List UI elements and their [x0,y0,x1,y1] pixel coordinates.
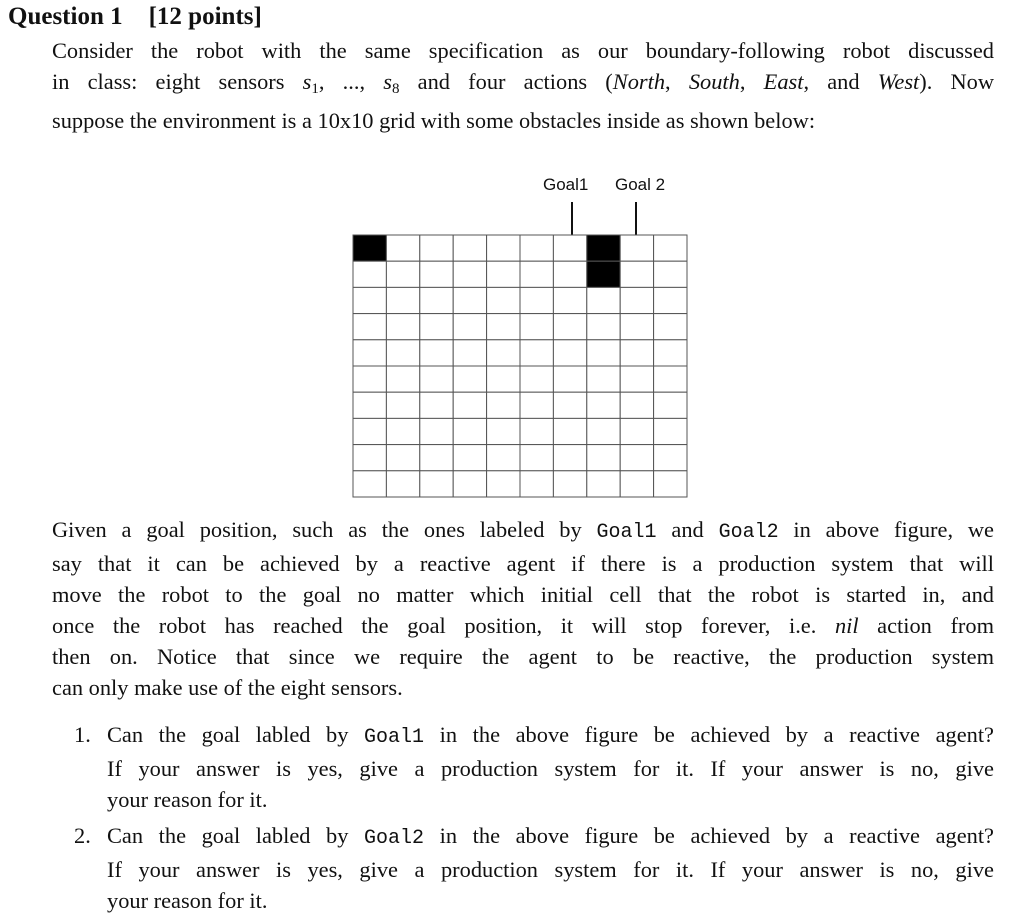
nil-term: nil [834,613,859,638]
grid-cell [520,314,553,340]
grid-cell [453,418,486,444]
goal2-code: Goal2 [718,521,779,544]
grid-cell [553,340,586,366]
grid-cell [553,418,586,444]
action-west: West [877,69,920,94]
grid-cell [520,287,553,313]
grid-cell [353,340,386,366]
action-south: South [688,69,740,94]
grid-cell [587,418,620,444]
question-title: Question 1 [8,3,123,30]
grid-cell [420,366,453,392]
body-line-1: Given a goal position, such as the ones labeled by Goal1 and Goal2 in above figure, we [52,517,994,544]
grid-cell [420,471,453,497]
grid-cell [386,235,419,261]
grid-cell [386,392,419,418]
grid-cell [520,445,553,471]
grid-cell [487,235,520,261]
grid-cell [487,261,520,287]
grid-cell [654,392,687,418]
grid-cell [620,445,653,471]
body-line-5: then on. Notice that since we require the agent to be reactive, the production system [52,644,994,669]
grid-cell [487,366,520,392]
grid-cell [453,471,486,497]
grid-cell [420,235,453,261]
grid-cell [620,366,653,392]
grid-cell [353,261,386,287]
grid-cell [587,366,620,392]
grid-cell [487,314,520,340]
grid-cell [520,471,553,497]
grid-cell [386,471,419,497]
grid-cell [654,340,687,366]
grid-cell [353,392,386,418]
grid-cell [453,287,486,313]
grid-cell [487,471,520,497]
grid-cell [587,340,620,366]
environment-grid [352,234,688,498]
grid-cell [553,235,586,261]
grid-cell [353,471,386,497]
goal1-label: Goal1 [543,175,589,194]
grid-cell [654,314,687,340]
grid-cell [654,235,687,261]
grid-cell [420,392,453,418]
intro-line-2: in class: eight sensors $s_1$, ..., $s_8$ and four actions (North, South, East, and West). Now [52,69,995,97]
grid-cell [453,392,486,418]
question-points: [12 points] [148,3,262,30]
grid-cell [487,340,520,366]
grid-cell [553,261,586,287]
grid-cell [587,287,620,313]
grid-cell [620,261,653,287]
body-line-4: once the robot has reached the goal position, it will stop forever, i.e. nil action from [52,613,994,638]
grid-cell [620,471,653,497]
grid-cell [654,261,687,287]
body-line-3: move the robot to the goal no matter which initial cell that the robot is started in, and [52,582,994,607]
grid-cell [386,340,419,366]
grid-cell [487,418,520,444]
grid-cell [553,445,586,471]
grid-cell [553,287,586,313]
grid-cell [420,340,453,366]
grid-cell [420,287,453,313]
grid-cell [453,340,486,366]
grid-cell [654,445,687,471]
grid-cell [553,392,586,418]
body-line-6: can only make use of the eight sensors. [52,675,403,700]
action-north: North [612,69,666,94]
grid-cell [453,261,486,287]
grid-cell [620,235,653,261]
question-number: 1. [74,722,91,747]
grid-cell [654,418,687,444]
grid-cell [353,287,386,313]
intro-line-3: suppose the environment is a 10x10 grid with some obstacles inside as shown below: [52,108,816,133]
grid-cell [620,340,653,366]
grid-cell [620,418,653,444]
grid-cell [520,392,553,418]
body-line-2: say that it can be achieved by a reactive agent if there is a production system that will [52,551,994,576]
grid-cell [386,445,419,471]
grid-cell [420,445,453,471]
grid-cell [453,445,486,471]
grid-cell [386,314,419,340]
grid-cell [420,261,453,287]
grid-cell [520,340,553,366]
grid-cell [420,314,453,340]
grid-cell [353,314,386,340]
grid-cell [587,314,620,340]
grid-cell [386,287,419,313]
grid-cell [654,471,687,497]
grid-cell [553,314,586,340]
goal2-label: Goal 2 [615,175,666,194]
grid-cell [386,366,419,392]
grid-cell [487,392,520,418]
grid-cell [520,235,553,261]
grid-cell [620,314,653,340]
grid-cell [587,445,620,471]
grid-cell [453,314,486,340]
grid-cell [520,366,553,392]
grid-cell [620,287,653,313]
grid-cell [620,392,653,418]
action-east: East [763,69,804,94]
question-number: 2. [74,823,91,848]
grid-cell [453,235,486,261]
intro-paragraph [52,35,994,136]
grid-cell [353,418,386,444]
grid-cell [386,261,419,287]
grid-cell [587,392,620,418]
obstacle-cell [353,235,386,261]
grid-cell [520,418,553,444]
grid-cell [520,261,553,287]
grid-cell [487,445,520,471]
grid-cell [553,471,586,497]
goal1-code: Goal1 [596,521,657,544]
question-heading [8,3,262,31]
obstacle-cell [587,261,620,287]
grid-cell [587,471,620,497]
grid-cell [654,366,687,392]
body-paragraph [52,514,994,703]
grid-cell [353,366,386,392]
obstacle-cell [587,235,620,261]
grid-cell [654,287,687,313]
grid-cell [353,445,386,471]
intro-line-1: Consider the robot with the same specification as our boundary-following robot discussed [52,38,994,63]
grid-cell [386,418,419,444]
grid-cell [487,287,520,313]
grid-cell [553,366,586,392]
grid-cell [420,418,453,444]
grid-cell [453,366,486,392]
